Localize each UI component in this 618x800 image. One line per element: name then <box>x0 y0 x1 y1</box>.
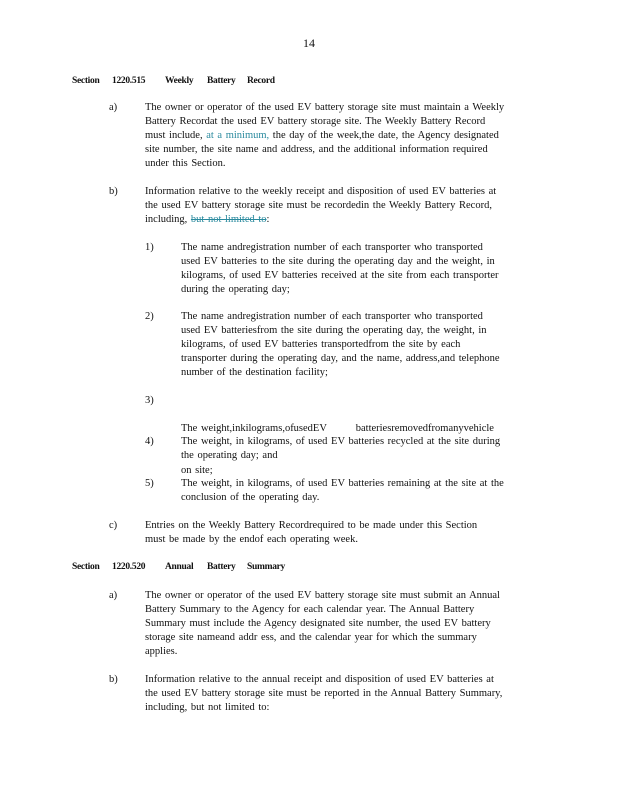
item-label: 1) <box>145 242 154 253</box>
text-line: during the operating day; <box>181 284 290 295</box>
text-line: kilograms, of used EV batteries received at the site from each transporter <box>181 270 499 281</box>
subsection-label: a) <box>109 102 118 113</box>
text-line <box>145 129 545 143</box>
item-label: 3) <box>145 395 154 406</box>
text-line: site number, the site name and address, and the additional information required <box>145 144 488 155</box>
text-line: must be made by the endof each operating week. <box>145 534 358 545</box>
section-number: 1220.520 <box>112 562 146 572</box>
text-line: The weight, in kilograms, of used EV batteries recycled at the site during <box>181 436 501 447</box>
text-line: The weight,inkilograms,ofusedEV batteriesremovedfromanyvehicle <box>181 423 494 434</box>
text-line: Entries on the Weekly Battery Recordrequired to be made under this Section <box>145 520 478 531</box>
text-run: must include, <box>145 130 203 141</box>
text-run: : <box>266 214 270 225</box>
item-text <box>181 310 541 380</box>
item-label: 2) <box>145 311 154 322</box>
subsection-a-text <box>145 589 545 659</box>
deleted-text: but not limited to <box>190 214 267 225</box>
subsection-label: a) <box>109 590 118 601</box>
item-text <box>181 477 541 505</box>
page-number: 14 <box>303 36 315 50</box>
section-label: Section <box>72 76 100 86</box>
text-line: Information relative to the weekly receipt and disposition of used EV batteries at <box>145 186 497 197</box>
text-line: used EV batteriesfrom the site during the operating day, the weight, in <box>181 325 487 336</box>
section-title-word: Battery <box>207 76 236 86</box>
text-line: applies. <box>145 646 178 657</box>
text-line: The name andregistration number of each transporter who transported <box>181 311 483 322</box>
text-line: transporter during the operating day, and the name, address,and telephone <box>181 353 500 364</box>
item-text <box>181 241 541 297</box>
text-line: The owner or operator of the used EV battery storage site must submit an Annual <box>145 590 500 601</box>
item-label: 4) <box>145 436 154 447</box>
section-label: Section <box>72 562 100 572</box>
item-text <box>181 435 541 463</box>
text-run: the day of the week,the date, the Agency designated <box>272 130 499 141</box>
section-title-word: Record <box>247 76 275 86</box>
text-line: used EV batteries to the site during the operating day and the weight, in <box>181 256 495 267</box>
subsection-label: c) <box>109 520 118 531</box>
subsection-label: b) <box>109 674 118 685</box>
subsection-b-text <box>145 185 545 227</box>
text-line: the used EV battery storage site must be recordedin the Weekly Battery Record, <box>145 200 492 211</box>
subsection-c-text <box>145 519 545 547</box>
text-line: the used EV battery storage site must be reported in the Annual Battery Summary, <box>145 688 503 699</box>
subsection-label: b) <box>109 186 118 197</box>
section-title-word: Battery <box>207 562 236 572</box>
text-line: under this Section. <box>145 158 226 169</box>
text-line: number of the destination facility; <box>181 367 328 378</box>
text-line: conclusion of the operating day. <box>181 492 320 503</box>
text-line: Battery Summary to the Agency for each calendar year. The Annual Battery <box>145 604 475 615</box>
section-number: 1220.515 <box>112 76 146 86</box>
text-line <box>145 213 545 227</box>
text-line: The name andregistration number of each transporter who transported <box>181 242 483 253</box>
section-title-word: Annual <box>165 562 194 572</box>
subsection-a-text <box>145 101 545 171</box>
text-line: Summary must include the Agency designated site number, the used EV battery <box>145 618 491 629</box>
item-label: 5) <box>145 478 154 489</box>
text-line: on site; <box>181 465 213 476</box>
text-line: The weight, in kilograms, of used EV batteries remaining at the site at the <box>181 478 504 489</box>
section-title-word: Weekly <box>165 76 194 86</box>
text-line: The owner or operator of the used EV battery storage site must maintain a Weekly <box>145 102 505 113</box>
subsection-b-text <box>145 673 545 715</box>
inserted-text: at a minimum, <box>206 130 270 141</box>
text-line: storage site nameand addr ess, and the calendar year for which the summary <box>145 632 477 643</box>
text-line: including, but not limited to: <box>145 702 270 713</box>
text-line: kilograms, of used EV batteries transportedfrom the site by each <box>181 339 461 350</box>
text-run: including, <box>145 214 188 225</box>
section-title-word: Summary <box>247 562 286 572</box>
text-line: Information relative to the annual receipt and disposition of used EV batteries at <box>145 674 494 685</box>
text-line: Battery Recordat the used EV battery storage site. The Weekly Battery Record <box>145 116 486 127</box>
text-line: the operating day; and <box>181 450 278 461</box>
